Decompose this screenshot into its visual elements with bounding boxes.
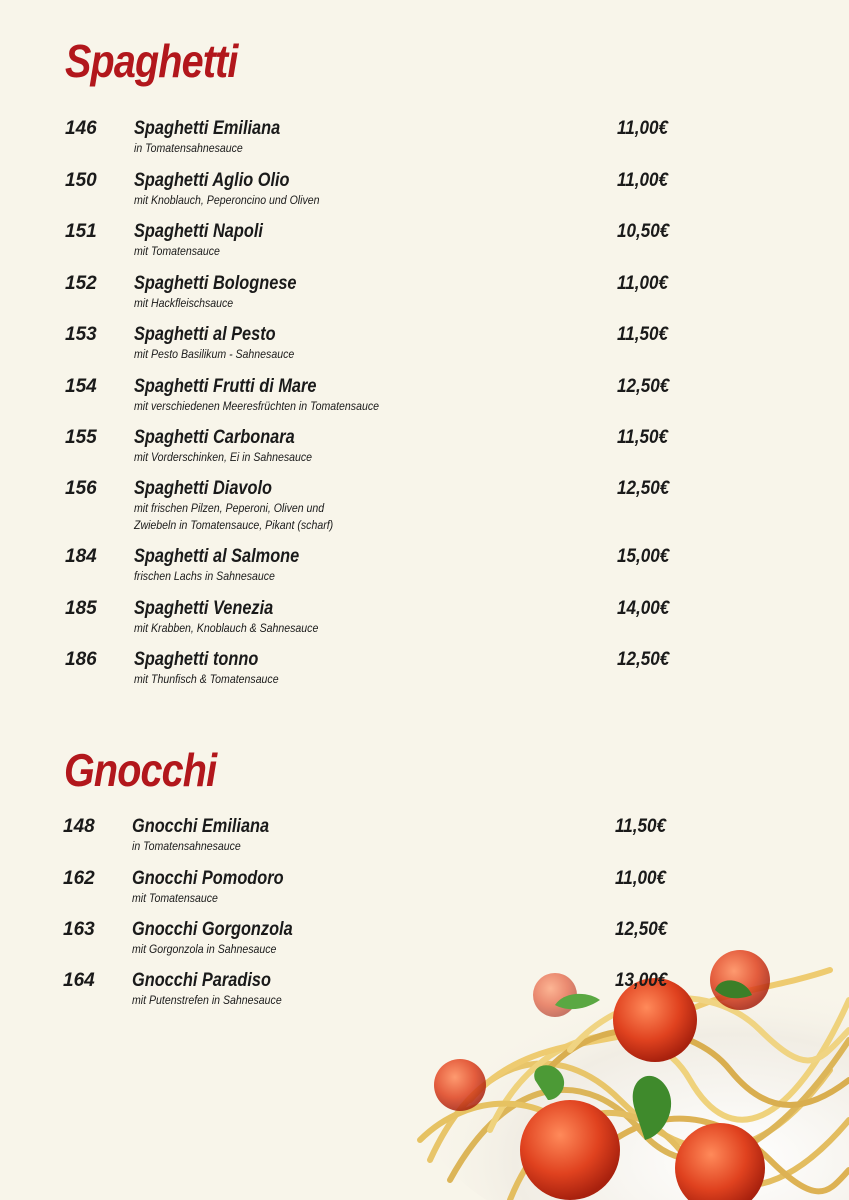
item-price: 11,00€	[615, 868, 667, 889]
item-description: in Tomatensahnesauce	[132, 839, 241, 853]
item-description: mit Pesto Basilikum - Sahnesauce	[134, 347, 295, 361]
item-description: mit verschiedenen Meeresfrüchten in Tomatensauce	[134, 399, 379, 413]
item-number: 146	[65, 118, 97, 139]
section-title-spaghetti: Spaghetti	[65, 35, 238, 87]
item-number: 150	[65, 170, 97, 191]
item-number: 186	[65, 649, 97, 670]
item-name: Gnocchi Paradiso	[132, 970, 271, 991]
item-name: Spaghetti Napoli	[134, 221, 263, 242]
item-price: 11,50€	[617, 427, 669, 448]
item-description: mit frischen Pilzen, Peperoni, Oliven und	[134, 501, 325, 515]
item-description: mit Thunfisch & Tomatensauce	[134, 672, 279, 686]
item-description: mit Tomatensauce	[132, 891, 218, 905]
item-number: 152	[65, 273, 97, 294]
item-price: 12,50€	[617, 376, 670, 397]
item-name: Spaghetti Carbonara	[134, 427, 295, 448]
item-description-line2: Zwiebeln in Tomatensauce, Pikant (scharf)	[134, 518, 334, 532]
item-number: 148	[63, 816, 95, 837]
item-description: mit Vorderschinken, Ei in Sahnesauce	[134, 450, 313, 464]
item-price: 10,50€	[617, 221, 670, 242]
item-number: 153	[65, 324, 97, 345]
item-price: 12,50€	[617, 478, 670, 499]
item-number: 184	[65, 546, 97, 567]
item-description: mit Krabben, Knoblauch & Sahnesauce	[134, 621, 319, 635]
item-description: mit Knoblauch, Peperoncino und Oliven	[134, 193, 320, 207]
item-price: 14,00€	[617, 598, 670, 619]
item-name: Spaghetti Aglio Olio	[134, 170, 290, 191]
item-name: Spaghetti Venezia	[134, 598, 274, 619]
item-name: Gnocchi Gorgonzola	[132, 919, 293, 940]
item-name: Spaghetti al Pesto	[134, 324, 276, 345]
item-number: 151	[65, 221, 97, 242]
item-number: 162	[63, 868, 95, 889]
item-number: 156	[65, 478, 97, 499]
item-name: Spaghetti Diavolo	[134, 478, 273, 499]
spaghetti-dish-image	[390, 900, 849, 1200]
item-price: 12,50€	[617, 649, 670, 670]
item-price: 13,00€	[615, 970, 668, 991]
item-price: 11,50€	[617, 324, 669, 345]
item-number: 163	[63, 919, 95, 940]
item-price: 11,50€	[615, 816, 667, 837]
item-price: 12,50€	[615, 919, 668, 940]
item-price: 11,00€	[617, 170, 669, 191]
item-number: 155	[65, 427, 97, 448]
item-description: mit Putenstrefen in Sahnesauce	[132, 993, 282, 1007]
item-number: 154	[65, 376, 97, 397]
item-name: Spaghetti Emiliana	[134, 118, 281, 139]
item-description: mit Hackfleischsauce	[134, 296, 234, 310]
item-name: Spaghetti Bolognese	[134, 273, 297, 294]
item-name: Spaghetti al Salmone	[134, 546, 300, 567]
item-number: 164	[63, 970, 95, 991]
item-price: 11,00€	[617, 273, 669, 294]
item-description: frischen Lachs in Sahnesauce	[134, 569, 275, 583]
item-description: mit Gorgonzola in Sahnesauce	[132, 942, 277, 956]
item-name: Gnocchi Pomodoro	[132, 868, 284, 889]
section-title-gnocchi: Gnocchi	[64, 744, 217, 796]
item-price: 15,00€	[617, 546, 670, 567]
item-name: Spaghetti Frutti di Mare	[134, 376, 317, 397]
item-name: Gnocchi Emiliana	[132, 816, 270, 837]
item-price: 11,00€	[617, 118, 669, 139]
item-description: in Tomatensahnesauce	[134, 141, 243, 155]
item-number: 185	[65, 598, 97, 619]
item-description: mit Tomatensauce	[134, 244, 220, 258]
item-name: Spaghetti tonno	[134, 649, 259, 670]
